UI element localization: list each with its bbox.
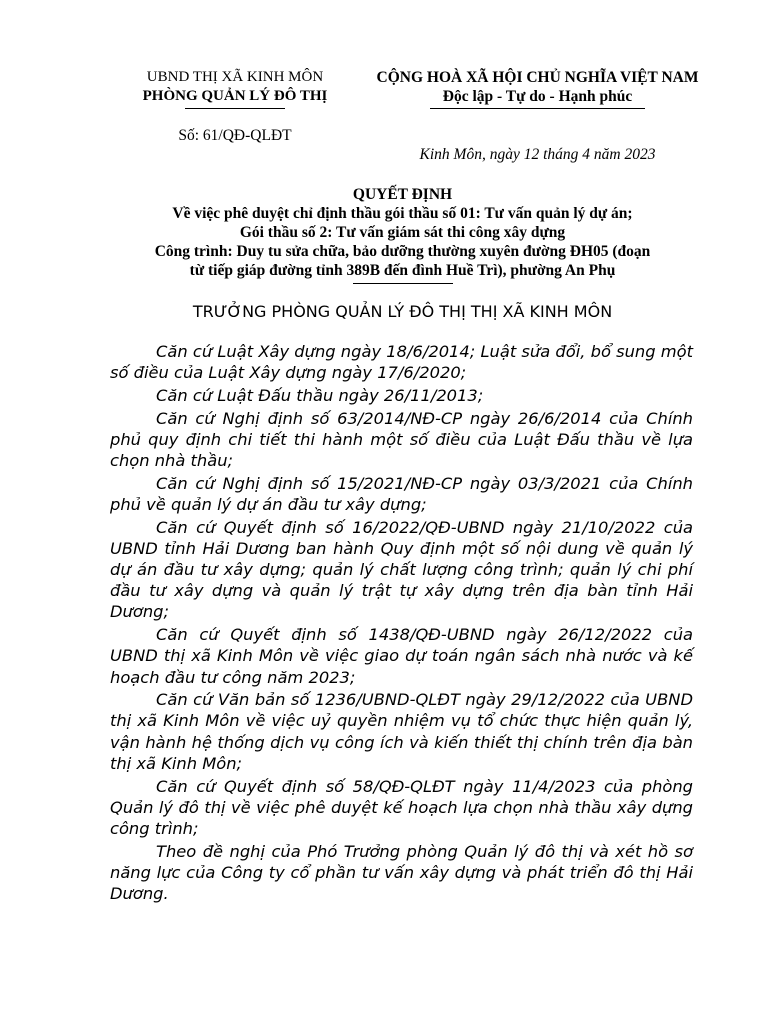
place-and-date: Kinh Môn, ngày 12 tháng 4 năm 2023 xyxy=(419,146,656,163)
legal-basis-paragraph: Căn cứ Quyết định số 1438/QĐ-UBND ngày 26/12/2022 của UBND thị xã Kinh Môn về việc giao dự toán ngân sách nhà nước và kế hoạch đầu tư công năm 2023; xyxy=(110,625,693,687)
legal-basis-paragraph: Căn cứ Quyết định số 58/QĐ-QLĐT ngày 11/4/2023 của phòng Quản lý đô thị về việc phê duyệt kế hoạch lựa chọn nhà thầu xây dựng công trình; xyxy=(110,776,693,838)
document-number: Số: 61/QĐ-QLĐT xyxy=(178,127,292,144)
header-left xyxy=(110,68,360,109)
proposal-paragraph: Theo đề nghị của Phó Trưởng phòng Quản lý đô thị và xét hồ sơ năng lực của Công ty cổ phần tư vấn xây dựng và phát triển đô thị Hải Dương. xyxy=(110,841,693,904)
legal-basis-paragraph: Căn cứ Quyết định số 16/2022/QĐ-UBND ngày 21/10/2022 của UBND tỉnh Hải Dương ban hành Quy định một số nội dung về quản lý dự án đầu tư xây dựng; quản lý chất lượng công trình; quản lý chi phí đầu tư xây dựng và quản lý trật tự xây dựng trên địa bàn tỉnh Hải Dương; xyxy=(110,517,693,622)
legal-basis-paragraph: Căn cứ Luật Đấu thầu ngày 26/11/2013; xyxy=(156,385,484,405)
legal-bases xyxy=(110,341,693,906)
legal-basis-paragraph: Căn cứ Văn bản số 1236/UBND-QLĐT ngày 29/12/2022 của UBND thị xã Kinh Môn về việc uỷ quyền nhiệm vụ tổ chức thực hiện quản lý, vận hành hệ thống dịch vụ công ích và kiến thiết thị chính trên địa bàn thị xã Kinh Môn; xyxy=(110,690,693,773)
authority-heading: TRƯỞNG PHÒNG QUẢN LÝ ĐÔ THỊ THỊ XÃ KINH MÔN xyxy=(192,302,613,321)
department-underline xyxy=(185,108,285,109)
decision-subject-line-3: Công trình: Duy tu sửa chữa, bảo dưỡng thường xuyên đường ĐH05 (đoạn xyxy=(154,243,651,260)
national-title: CỘNG HOÀ XÃ HỘI CHỦ NGHĨA VIỆT NAM xyxy=(376,69,699,86)
legal-basis-paragraph: Căn cứ Nghị định số 15/2021/NĐ-CP ngày 03/3/2021 của Chính phủ về quản lý dự án đầu tư xây dựng; xyxy=(110,473,693,514)
decision-subject-line-1: Về việc phê duyệt chỉ định thầu gói thầu số 01: Tư vấn quản lý dự án; xyxy=(172,205,633,222)
decision-subject-line-2: Gói thầu số 2: Tư vấn giám sát thi công xây dựng xyxy=(239,224,566,241)
decision-title-block xyxy=(110,185,695,284)
legal-basis-paragraph: Căn cứ Luật Xây dựng ngày 18/6/2014; Luật sửa đổi, bổ sung một số điều của Luật Xây dựng ngày 17/6/2020; xyxy=(110,342,693,383)
issuing-department: PHÒNG QUẢN LÝ ĐÔ THỊ xyxy=(142,88,328,104)
decision-subject-line-4: từ tiếp giáp đường tỉnh 389B đến đình Huề Trì), phường An Phụ xyxy=(189,262,616,279)
decision-heading: QUYẾT ĐỊNH xyxy=(352,186,453,203)
header-right xyxy=(360,68,715,109)
motto-underline xyxy=(430,108,645,109)
legal-basis-paragraph: Căn cứ Nghị định số 63/2014/NĐ-CP ngày 26/6/2014 của Chính phủ quy định chi tiết thi hành một số điều của Luật Đấu thầu về lựa chọn nhà thầu; xyxy=(110,408,693,471)
issuing-agency: UBND THỊ XÃ KINH MÔN xyxy=(146,69,324,85)
national-motto: Độc lập - Tự do - Hạnh phúc xyxy=(442,88,633,105)
title-underline xyxy=(353,283,453,284)
